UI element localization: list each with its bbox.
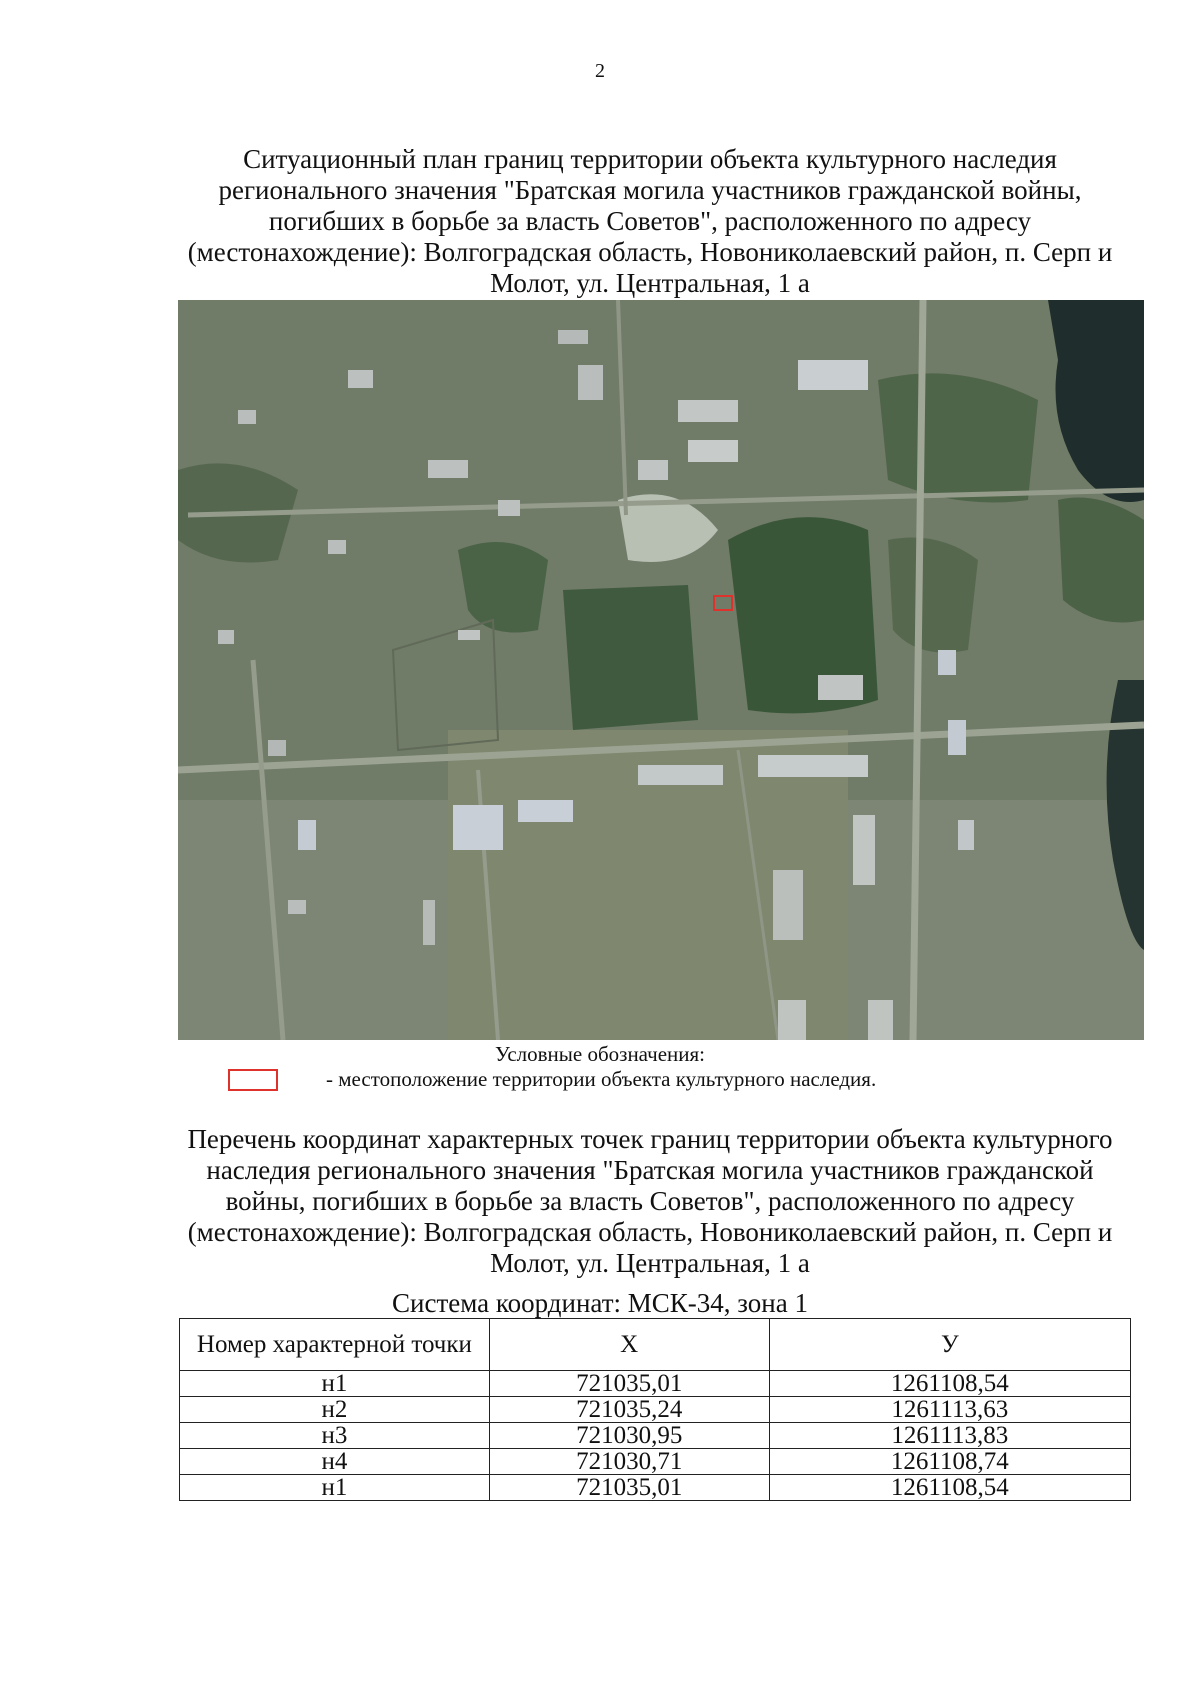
point-number: н1 — [180, 1475, 490, 1501]
header-y: У — [769, 1319, 1130, 1371]
point-x: 721035,01 — [489, 1475, 769, 1501]
point-y: 1261113,63 — [769, 1397, 1130, 1423]
point-number: н4 — [180, 1449, 490, 1475]
point-x: 721030,95 — [489, 1423, 769, 1449]
coordinate-system: Система координат: МСК-34, зона 1 — [392, 1288, 808, 1318]
point-y: 1261108,54 — [769, 1475, 1130, 1501]
table-row — [180, 1397, 1131, 1423]
point-y: 1261113,83 — [769, 1423, 1130, 1449]
point-number: н1 — [180, 1371, 490, 1397]
table-row — [180, 1423, 1131, 1449]
plan-title: Ситуационный план границ территории объекта культурного наследия регионального значения "Братская могила участников гражданской войны, погибших в борьбе за власть Советов", расположенного по адресу (местонахождение): Волгоградская область, Новониколаевский район, п. Серп и Молот, ул. Центральная, 1 а — [187, 144, 1113, 298]
legend-title: Условные обозначения: — [494, 1042, 706, 1066]
header-point-number: Номер характерной точки — [180, 1319, 490, 1371]
table-row — [180, 1449, 1131, 1475]
point-y: 1261108,74 — [769, 1449, 1130, 1475]
legend-item-text: - местоположение территории объекта культурного наследия. — [326, 1067, 877, 1091]
point-y: 1261108,54 — [769, 1371, 1130, 1397]
point-x: 721030,71 — [489, 1449, 769, 1475]
table-row — [180, 1371, 1131, 1397]
point-x: 721035,24 — [489, 1397, 769, 1423]
point-number: н2 — [180, 1397, 490, 1423]
table-header-row — [180, 1319, 1131, 1371]
point-number: н3 — [180, 1423, 490, 1449]
satellite-map — [178, 300, 1144, 1040]
legend-marker — [228, 1069, 278, 1091]
table-row — [180, 1475, 1131, 1501]
coordinates-table — [179, 1318, 1131, 1501]
point-x: 721035,01 — [489, 1371, 769, 1397]
page-number: 2 — [595, 60, 605, 82]
header-x: X — [489, 1319, 769, 1371]
coordinates-title: Перечень координат характерных точек границ территории объекта культурного наследия регионального значения "Братская могила участников гражданской войны, погибших в борьбе за власть Советов", расположенного по адресу (местонахождение): Волгоградская область, Новониколаевский район, п. Серп и Молот, ул. Центральная, 1 а — [187, 1124, 1113, 1278]
